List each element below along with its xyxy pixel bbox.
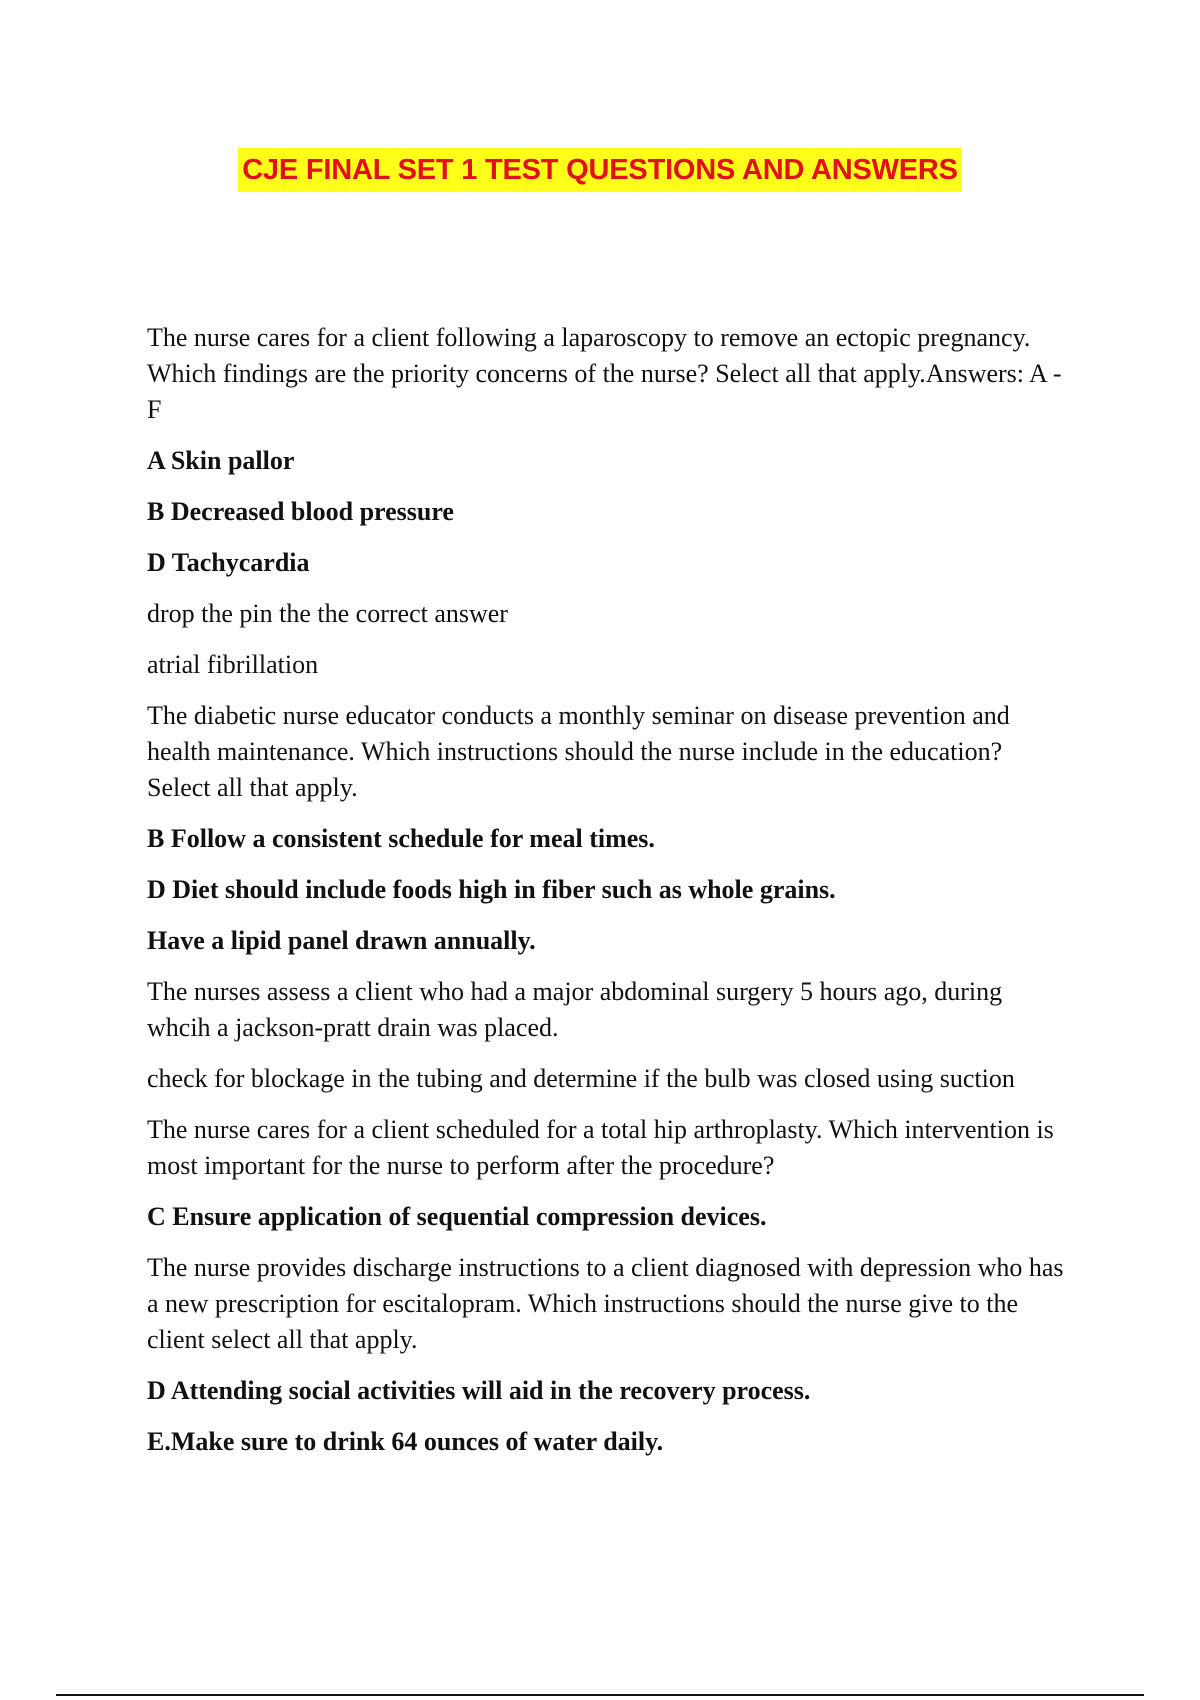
answer-paragraph: check for blockage in the tubing and determine if the bulb was closed using suction — [147, 1064, 1015, 1093]
question-paragraph: The nurse cares for a client scheduled for a total hip arthroplasty. Which intervention is most important for the nurse to perform after the procedure? — [147, 1115, 1054, 1180]
question-paragraph: The nurse cares for a client following a laparoscopy to remove an ectopic pregnancy. Which findings are the priority concerns of the nurse? Select all that apply.Answers: A - F — [147, 323, 1062, 424]
answer-line: B Decreased blood pressure — [147, 497, 454, 526]
answer-line: E.Make sure to drink 64 ounces of water daily. — [147, 1427, 664, 1456]
document-body — [147, 320, 1067, 1475]
question-paragraph: The nurse provides discharge instructions to a client diagnosed with depression who has a new prescription for escitalopram. Which instructions should the nurse give to the client select all that apply. — [147, 1253, 1064, 1354]
question-paragraph: The diabetic nurse educator conducts a monthly seminar on disease prevention and health maintenance. Which instructions should the nurse include in the education? Select all that apply. — [147, 701, 1010, 802]
document-title: CJE FINAL SET 1 TEST QUESTIONS AND ANSWERS — [238, 148, 962, 192]
question-paragraph: drop the pin the the correct answer — [147, 599, 508, 628]
answer-paragraph: atrial fibrillation — [147, 650, 319, 679]
answer-line: C Ensure application of sequential compression devices. — [147, 1202, 767, 1231]
answer-line: D Tachycardia — [147, 548, 310, 577]
answer-line: Have a lipid panel drawn annually. — [147, 926, 536, 955]
question-paragraph: The nurses assess a client who had a major abdominal surgery 5 hours ago, during whcih a jackson-pratt drain was placed. — [147, 977, 1003, 1042]
title-container — [0, 148, 1200, 192]
answer-line: D Diet should include foods high in fiber such as whole grains. — [147, 875, 836, 904]
answer-line: A Skin pallor — [147, 446, 295, 475]
footer-divider — [56, 1694, 1144, 1696]
answer-line: D Attending social activities will aid in the recovery process. — [147, 1376, 811, 1405]
answer-line: B Follow a consistent schedule for meal times. — [147, 824, 655, 853]
